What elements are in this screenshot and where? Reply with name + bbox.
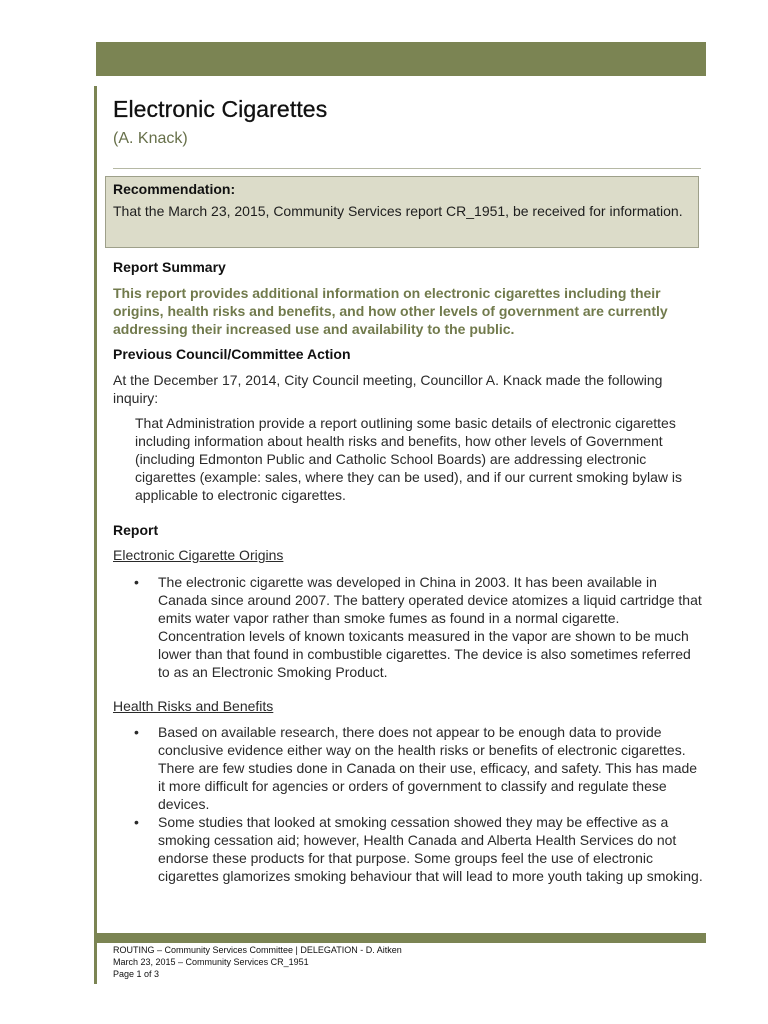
health-subheading: Health Risks and Benefits bbox=[113, 698, 274, 714]
page-footer bbox=[113, 944, 402, 980]
author-subtitle: (A. Knack) bbox=[113, 130, 188, 147]
report-heading: Report bbox=[113, 522, 159, 538]
list-item: • The electronic cigarette was developed in China in 2003. It has been available in Canada since around 2007. The battery operated device atomizes a liquid cartridge that emits water vapor rather than smoke fumes as found in a normal cigarette. Concentration levels of known toxicants measured in the vapor are shown to be much lower than that found in combustible cigarettes. The device is also sometimes referred to as an Electronic Smoking Product. bbox=[113, 573, 703, 681]
health-list bbox=[113, 723, 703, 885]
list-item: • Based on available research, there does not appear to be enough data to provide conclusive evidence either way on the health risks or benefits of electronic cigarettes. There are few studies done in Canada on their use, efficacy, and safety. This has made it more difficult for agencies or orders of government to classify and regulate these devices. bbox=[113, 723, 703, 813]
recommendation-text: That the March 23, 2015, Community Services report CR_1951, be received for information. bbox=[113, 203, 683, 219]
report-summary-text: This report provides additional information on electronic cigarettes including their origins, health risks and benefits, and how other levels of government are currently addressing their increased use and availability to the public. bbox=[113, 285, 668, 337]
footer-page-number: Page 1 of 3 bbox=[113, 969, 160, 979]
recommendation-box bbox=[105, 176, 699, 248]
title-divider bbox=[113, 168, 701, 169]
inquiry-quote: That Administration provide a report outlining some basic details of electronic cigarettes including information about health risks and benefits, how other levels of Government (including Edmonton Public and Catholic School Boards) are addressing electronic cigarettes (example: sales, where they can be used), and if our current smoking bylaw is applicable to electronic cigarettes. bbox=[135, 415, 683, 503]
header-band bbox=[96, 42, 706, 76]
previous-action-heading: Previous Council/Committee Action bbox=[113, 346, 351, 362]
recommendation-title: Recommendation: bbox=[113, 181, 236, 197]
left-margin-rule bbox=[94, 86, 97, 984]
footer-band bbox=[96, 933, 706, 943]
previous-action-intro: At the December 17, 2014, City Council meeting, Councillor A. Knack made the following inquiry: bbox=[113, 372, 663, 406]
footer-date: March 23, 2015 – Community Services CR_1951 bbox=[113, 957, 309, 967]
footer-routing: ROUTING – Community Services Committee | DELEGATION - D. Aitken bbox=[113, 945, 402, 955]
report-summary-heading: Report Summary bbox=[113, 259, 226, 275]
origins-subheading: Electronic Cigarette Origins bbox=[113, 547, 284, 563]
list-item: • Some studies that looked at smoking cessation showed they may be effective as a smoking cessation aid; however, Health Canada and Alberta Health Services do not endorse these products for that purpose. Some groups feel the use of electronic cigarettes glamorizes smoking behaviour that will lead to more youth taking up smoking. bbox=[113, 813, 703, 885]
title-block bbox=[113, 96, 703, 148]
page-title: Electronic Cigarettes bbox=[113, 96, 328, 122]
origins-list bbox=[113, 573, 703, 681]
